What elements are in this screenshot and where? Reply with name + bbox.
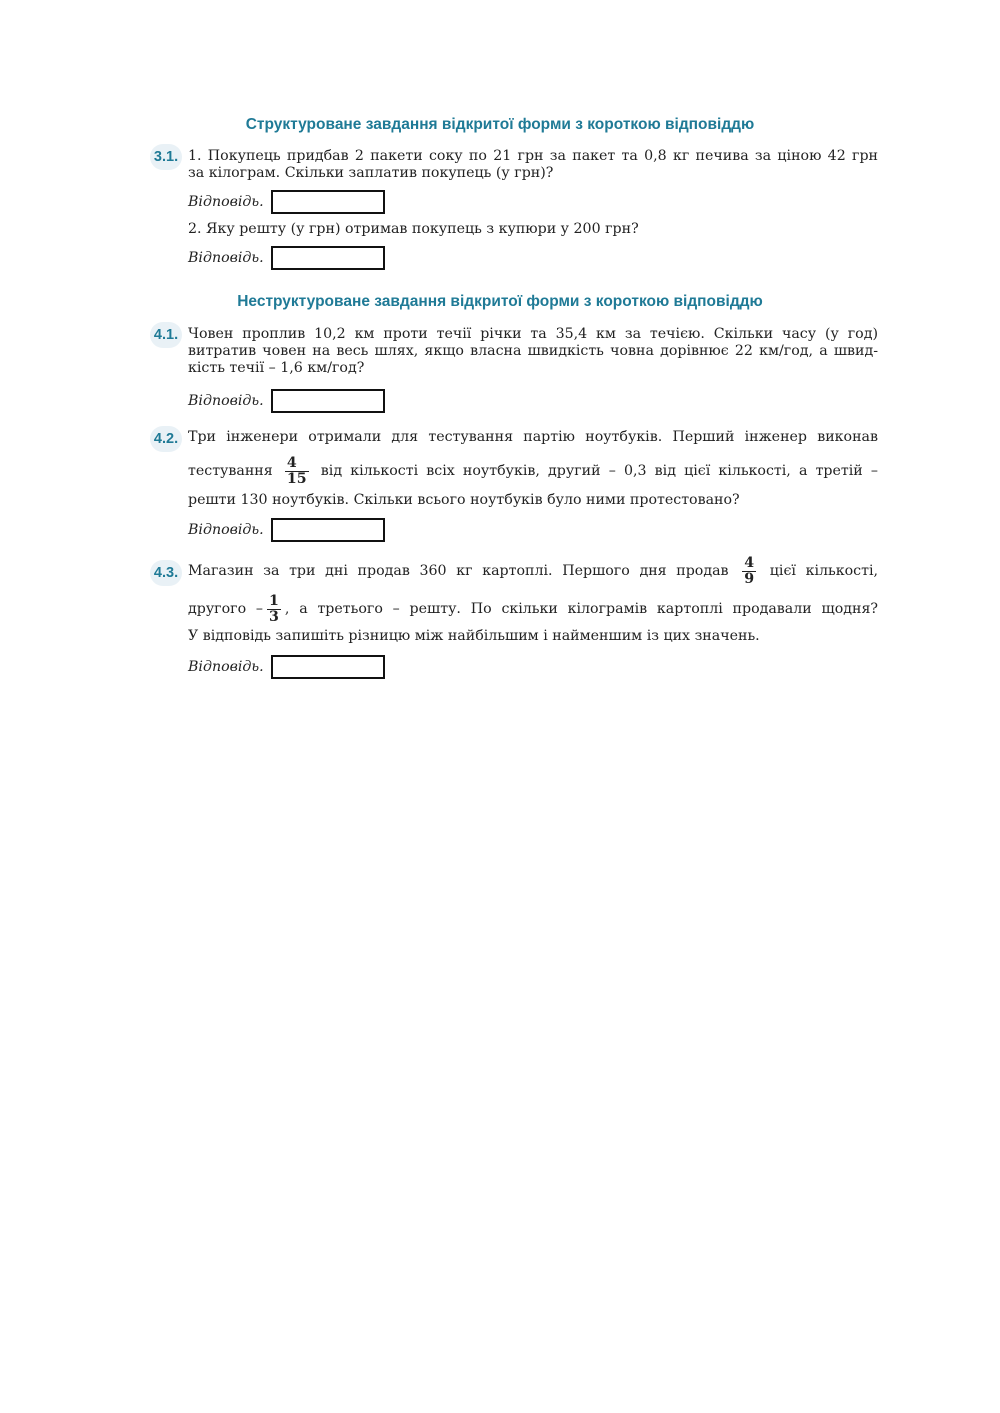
task-text-line bbox=[188, 590, 878, 628]
fraction-numerator: 1 bbox=[269, 592, 279, 609]
answer-label: Відповідь. bbox=[188, 194, 264, 210]
task-text bbox=[188, 552, 878, 645]
section-title-unstructured: Неструктуроване завдання відкритої форми з короткою відповіддю bbox=[237, 293, 763, 310]
answer-input[interactable] bbox=[271, 655, 385, 679]
task-text-line: за кілограм. Скільки заплатив покупець (у грн)? bbox=[188, 165, 554, 181]
fraction-denominator: 9 bbox=[744, 570, 755, 587]
task-text-line: решти 130 ноутбуків. Скільки всього ноутбуків було ними протестовано? bbox=[188, 492, 740, 508]
task-3-1 bbox=[150, 144, 880, 274]
answer-label: Відповідь. bbox=[188, 522, 264, 538]
fraction-4-15 bbox=[285, 456, 309, 487]
task-4-3 bbox=[150, 554, 880, 685]
task-text bbox=[188, 148, 878, 182]
answer-label: Відповідь. bbox=[188, 393, 264, 409]
task-text-line: Три інженери отримали для тестування партію ноутбуків. Перший інженер виконав bbox=[188, 429, 878, 445]
fraction-4-9 bbox=[742, 556, 756, 587]
task-text bbox=[188, 326, 878, 377]
fraction-numerator: 4 bbox=[744, 554, 755, 571]
section-title-structured: Структуроване завдання відкритої форми з короткою відповіддю bbox=[245, 116, 755, 133]
task-text-line: 1. Покупець придбав 2 пакети соку по 21 грн за пакет та 0,8 кг печива за ціною 42 грн bbox=[188, 148, 878, 164]
text-fragment: від кількості всіх ноутбуків, другий – 0,3 від цієї кількості, а третій – bbox=[320, 463, 879, 479]
text-fragment: тестування bbox=[188, 463, 273, 479]
answer-input[interactable] bbox=[271, 518, 385, 542]
answer-input[interactable] bbox=[271, 246, 385, 270]
task-text bbox=[188, 429, 878, 510]
task-text-line: У відповідь запишіть різницю між найбільшим і найменшим із цих значень. bbox=[188, 628, 760, 644]
task-text-line: кість течії – 1,6 км/год? bbox=[188, 360, 365, 376]
fraction-denominator: 15 bbox=[286, 470, 307, 487]
task-text-line: Човен проплив 10,2 км проти течії річки та 35,4 км за течією. Скільки часу (у год) bbox=[188, 326, 878, 342]
answer-label: Відповідь. bbox=[188, 659, 264, 675]
fraction-1-3 bbox=[267, 594, 281, 625]
text-fragment: Магазин за три дні продав 360 кг картоплі. Першого дня продав bbox=[188, 563, 729, 579]
text-fragment: другого – bbox=[188, 601, 264, 617]
task-text-line bbox=[188, 552, 878, 590]
answer-input[interactable] bbox=[271, 389, 385, 413]
task-subquestion: 2. Яку решту (у грн) отримав покупець з купюри у 200 грн? bbox=[188, 221, 639, 237]
task-number: 4.2. bbox=[150, 426, 182, 452]
task-number: 4.1. bbox=[150, 322, 182, 348]
task-4-1 bbox=[150, 322, 880, 417]
task-number: 4.3. bbox=[150, 560, 182, 586]
task-4-2 bbox=[150, 426, 880, 546]
task-text-line bbox=[188, 452, 878, 490]
task-text-line: витратив човен на весь шлях, якщо власна швидкість човна дорівнює 22 км/год, а швид- bbox=[188, 343, 878, 359]
fraction-denominator: 3 bbox=[269, 608, 279, 625]
task-number: 3.1. bbox=[150, 144, 182, 170]
fraction-numerator: 4 bbox=[286, 454, 297, 471]
text-fragment: цієї кількості, bbox=[769, 563, 879, 579]
text-fragment: , а третього – решту. По скільки кілограмів картоплі продавали щодня? bbox=[284, 601, 879, 617]
answer-label: Відповідь. bbox=[188, 250, 264, 266]
answer-input[interactable] bbox=[271, 190, 385, 214]
